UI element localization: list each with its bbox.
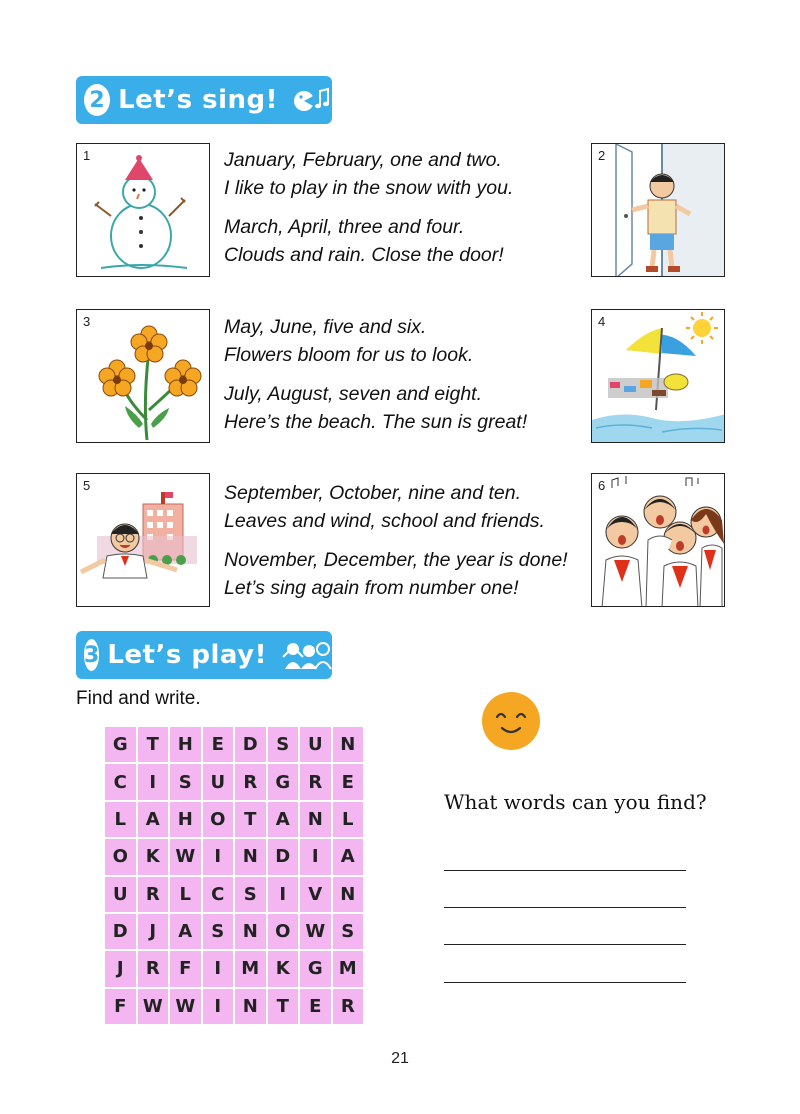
grid-letter[interactable]: A	[170, 914, 201, 949]
verse-line: I like to play in the snow with you.	[224, 177, 514, 199]
grid-letter[interactable]: E	[203, 727, 234, 762]
grid-letter[interactable]: R	[333, 989, 364, 1024]
verse-line: Flowers bloom for us to look.	[224, 344, 474, 366]
grid-letter[interactable]: S	[235, 877, 266, 912]
picture-number: 1	[83, 148, 91, 163]
verse-line: May, June, five and six.	[224, 316, 427, 338]
grid-letter[interactable]: O	[268, 914, 299, 949]
section-2-banner	[76, 76, 332, 124]
section-title: Let’s play!	[107, 640, 267, 670]
grid-letter[interactable]: M	[235, 951, 266, 986]
grid-letter[interactable]: S	[333, 914, 364, 949]
picture-number: 5	[83, 478, 91, 493]
grid-letter[interactable]: R	[138, 877, 169, 912]
grid-letter[interactable]: E	[300, 989, 331, 1024]
grid-letter[interactable]: L	[170, 877, 201, 912]
grid-letter[interactable]: G	[105, 727, 136, 762]
verse-line: September, October, nine and ten.	[224, 482, 522, 504]
grid-letter[interactable]: L	[105, 802, 136, 837]
song-verse-group-2	[224, 313, 527, 436]
picture-boy-closing-door	[591, 143, 725, 277]
picture-number: 4	[598, 314, 606, 329]
grid-letter[interactable]: N	[235, 989, 266, 1024]
grid-letter[interactable]: V	[300, 877, 331, 912]
grid-letter[interactable]: S	[203, 914, 234, 949]
grid-letter[interactable]: W	[170, 989, 201, 1024]
grid-letter[interactable]: D	[105, 914, 136, 949]
grid-letter[interactable]: O	[105, 839, 136, 874]
section-number: 3	[84, 639, 99, 671]
grid-letter[interactable]: A	[138, 802, 169, 837]
grid-letter[interactable]: K	[138, 839, 169, 874]
answer-line-4[interactable]	[444, 982, 686, 983]
grid-letter[interactable]: K	[268, 951, 299, 986]
song-verse-group-3	[224, 479, 568, 602]
grid-letter[interactable]: S	[170, 764, 201, 799]
activity-question: What words can you find?	[444, 790, 707, 814]
grid-letter[interactable]: J	[138, 914, 169, 949]
verse-line: July, August, seven and eight.	[224, 383, 482, 405]
section-number: 2	[84, 84, 110, 116]
word-search-grid	[105, 727, 363, 1024]
grid-letter[interactable]: I	[138, 764, 169, 799]
singing-face-icon	[292, 85, 332, 115]
verse-line: March, April, three and four.	[224, 216, 465, 238]
grid-letter[interactable]: R	[138, 951, 169, 986]
page-number: 21	[391, 1050, 409, 1067]
grid-letter[interactable]: W	[300, 914, 331, 949]
verse-line: January, February, one and two.	[224, 149, 502, 171]
verse-line: November, December, the year is done!	[224, 549, 568, 571]
picture-beach	[591, 309, 725, 443]
grid-letter[interactable]: I	[203, 839, 234, 874]
picture-number: 2	[598, 148, 606, 163]
grid-letter[interactable]: I	[203, 951, 234, 986]
verse-line: Clouds and rain. Close the door!	[224, 244, 504, 266]
answer-line-1[interactable]	[444, 870, 686, 871]
grid-letter[interactable]: I	[268, 877, 299, 912]
grid-letter[interactable]: H	[170, 727, 201, 762]
grid-letter[interactable]: R	[235, 764, 266, 799]
song-verse-group-1	[224, 146, 513, 269]
grid-letter[interactable]: N	[333, 727, 364, 762]
grid-letter[interactable]: J	[105, 951, 136, 986]
grid-letter[interactable]: G	[268, 764, 299, 799]
grid-letter[interactable]: M	[333, 951, 364, 986]
grid-letter[interactable]: U	[300, 727, 331, 762]
grid-letter[interactable]: C	[105, 764, 136, 799]
grid-letter[interactable]: A	[268, 802, 299, 837]
grid-letter[interactable]: E	[333, 764, 364, 799]
verse-line: Leaves and wind, school and friends.	[224, 510, 545, 532]
verse-line: Let’s sing again from number one!	[224, 577, 519, 599]
picture-number: 3	[83, 314, 91, 329]
grid-letter[interactable]: I	[300, 839, 331, 874]
grid-letter[interactable]: L	[333, 802, 364, 837]
picture-snowman	[76, 143, 210, 277]
picture-children-singing	[591, 473, 725, 607]
children-playing-icon	[281, 639, 333, 671]
picture-number: 6	[598, 478, 606, 493]
picture-boy-at-school	[76, 473, 210, 607]
picture-flowers	[76, 309, 210, 443]
verse-line: Here’s the beach. The sun is great!	[224, 411, 528, 433]
grid-letter[interactable]: G	[300, 951, 331, 986]
grid-letter[interactable]: N	[300, 802, 331, 837]
activity-instruction: Find and write.	[76, 688, 201, 709]
grid-letter[interactable]: N	[235, 914, 266, 949]
grid-letter[interactable]: F	[105, 989, 136, 1024]
grid-letter[interactable]: T	[235, 802, 266, 837]
grid-letter[interactable]: U	[105, 877, 136, 912]
section-3-banner	[76, 631, 332, 679]
grid-letter[interactable]: D	[235, 727, 266, 762]
grid-letter[interactable]: H	[170, 802, 201, 837]
grid-letter[interactable]: A	[333, 839, 364, 874]
grid-letter[interactable]: U	[203, 764, 234, 799]
grid-letter[interactable]: O	[203, 802, 234, 837]
grid-letter[interactable]: N	[235, 839, 266, 874]
smiley-face-icon	[480, 690, 542, 757]
grid-letter[interactable]: C	[203, 877, 234, 912]
grid-letter[interactable]: T	[268, 989, 299, 1024]
grid-letter[interactable]: D	[268, 839, 299, 874]
answer-line-2[interactable]	[444, 907, 686, 908]
grid-letter[interactable]: R	[300, 764, 331, 799]
grid-letter[interactable]: I	[203, 989, 234, 1024]
section-title: Let’s sing!	[118, 85, 278, 115]
grid-letter[interactable]: S	[268, 727, 299, 762]
grid-letter[interactable]: T	[138, 727, 169, 762]
grid-letter[interactable]: W	[170, 839, 201, 874]
answer-line-3[interactable]	[444, 944, 686, 945]
grid-letter[interactable]: N	[333, 877, 364, 912]
grid-letter[interactable]: W	[138, 989, 169, 1024]
grid-letter[interactable]: F	[170, 951, 201, 986]
